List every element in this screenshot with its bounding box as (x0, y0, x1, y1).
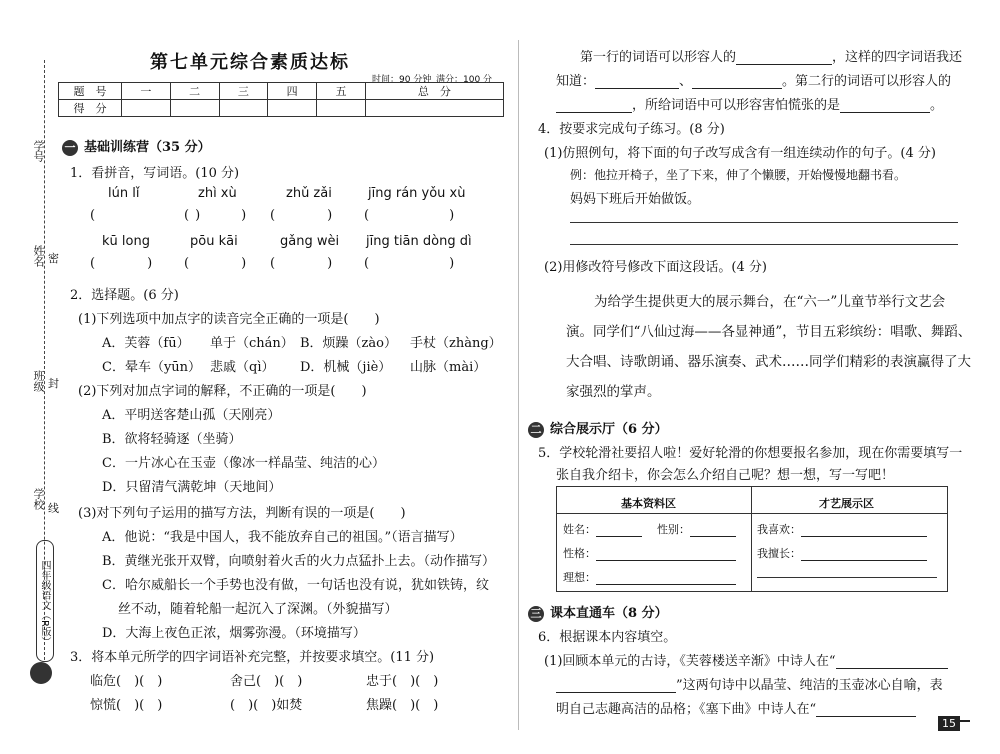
blank-line[interactable] (836, 654, 948, 669)
ideal-field[interactable] (596, 570, 736, 585)
q4-2: (2)用修改符号修改下面这段话。(4 分) (544, 260, 767, 275)
like-field[interactable] (801, 522, 927, 537)
q2-stem: 2．选择题。(6 分) (70, 288, 179, 303)
q4-example: 例：他拉开椅子，坐了下来，伸了个懒腰，开始慢慢地翻书看。 (570, 168, 907, 182)
pinyin: pōu kāi (190, 234, 238, 249)
blank-line[interactable] (556, 98, 632, 113)
option: 单于（chán） (210, 336, 294, 351)
score-table (58, 82, 504, 117)
answer-paren[interactable]: ( ) (364, 208, 455, 223)
option: 丝不动，随着轮船一起沉入了深渊。（外貌描写） (118, 602, 398, 617)
q2-3-stem: (3)对下列句子运用的描写方法，判断有误的一项是( ) (78, 506, 406, 521)
q3-text: 知道： 、 。第二行的词语可以形容人的 (556, 74, 952, 89)
answer-line[interactable] (570, 222, 958, 223)
option: A．平明送客楚山孤（天刚亮） (102, 408, 281, 423)
q5-stem: 5．学校轮滑社要招人啦！爱好轮滑的你想要报名参加，现在你需要填写一 (538, 446, 963, 461)
page-number: 15 (938, 716, 960, 731)
side-dash-mi: 密 (48, 252, 59, 265)
score-head: 一 (122, 83, 171, 100)
answer-paren[interactable]: ( ) (90, 208, 201, 223)
score-cell[interactable] (268, 100, 317, 117)
idiom-blank[interactable]: ( )( )如焚 (230, 698, 303, 713)
score-cell[interactable] (122, 100, 171, 117)
para-line: 为给学生提供更大的展示舞台，在“六一”儿童节举行文艺会 (594, 294, 946, 310)
option: A．他说：“我是中国人，我不能放弃自己的祖国。”（语言描写） (102, 530, 463, 545)
section-1-title: 基础训练营（35 分） (84, 140, 211, 155)
gender-field[interactable] (690, 522, 736, 537)
side-label-class: 班级 (32, 370, 45, 392)
score-head: 二 (170, 83, 219, 100)
option: D．大海上夜色正浓，烟雾弥漫。（环境描写） (102, 626, 366, 641)
q4-given: 妈妈下班后开始做饭。 (570, 192, 701, 207)
q6-1: 明自己志趣高洁的品格；《塞下曲》中诗人在“ (556, 698, 916, 717)
option: C．晕车（yūn） (102, 360, 202, 375)
name-field[interactable] (596, 522, 642, 537)
pinyin: gǎng wèi (280, 234, 340, 249)
brand-label: 四年级语文（R版） (39, 560, 50, 647)
good-field[interactable] (801, 546, 927, 561)
q6-1: (1)回顾本单元的古诗，《芙蓉楼送辛渐》中诗人在“ (544, 650, 948, 669)
option: B．黄继光张开双臂，向喷射着火舌的火力点猛扑上去。（动作描写） (102, 554, 496, 569)
pinyin: lún lǐ (108, 186, 140, 201)
option: C．哈尔威船长一个手势也没有做，一句话也没有说，犹如铁铸，纹 (102, 578, 489, 593)
box-right-title: 才艺展示区 (819, 497, 874, 510)
blank-line[interactable] (556, 678, 676, 693)
option: D．只留清气满乾坤（天地间） (102, 480, 282, 495)
section-2-header: 二 综合展示厅（6 分） (528, 418, 668, 438)
pinyin: jīng rán yǒu xù (368, 186, 466, 201)
score-cell[interactable] (317, 100, 366, 117)
section-3-header: 三 课本直通车（8 分） (528, 602, 668, 622)
section-1-header (62, 136, 211, 156)
answer-line[interactable] (570, 244, 958, 245)
score-cell[interactable] (365, 100, 503, 117)
q4-stem: 4．按要求完成句子练习。(8 分) (538, 122, 725, 137)
character-field[interactable] (596, 546, 736, 561)
score-head: 三 (219, 83, 268, 100)
section-1-number: 一 (62, 140, 78, 156)
full-score-label: 满分：100 分 (436, 75, 493, 85)
pinyin: kū long (102, 234, 150, 249)
pinyin: jīng tiān dòng dì (366, 234, 472, 249)
intro-card: 基本资料区 才艺展示区 姓名： 性别： 性格： 理想： 我喜欢： 我擅长： (556, 486, 948, 592)
option: C．一片冰心在玉壶（像冰一样晶莹、纯洁的心） (102, 456, 385, 471)
side-label-school: 学校 (32, 488, 45, 510)
idiom-blank[interactable]: 忠于( )( ) (366, 674, 439, 689)
pinyin: zhǔ zǎi (286, 186, 332, 201)
answer-paren[interactable]: ( ) (364, 256, 455, 271)
idiom-blank[interactable]: 舍己( )( ) (230, 674, 303, 689)
idiom-blank[interactable]: 惊慌( )( ) (90, 698, 163, 713)
score-head: 题 号 (59, 83, 122, 100)
box-left-title: 基本资料区 (621, 497, 676, 510)
blank-line[interactable] (736, 50, 832, 65)
para-line: 演。同学们“八仙过海——各显神通”，节目五彩缤纷：唱歌、舞蹈、 (566, 324, 972, 340)
option: B．欲将轻骑逐（坐骑） (102, 432, 242, 447)
blank-line[interactable] (692, 74, 782, 89)
logo-icon (30, 662, 52, 684)
option: D．机械（jiè） (300, 360, 392, 375)
score-cell[interactable] (219, 100, 268, 117)
option: 山脉（mài） (410, 360, 487, 375)
side-dash-feng: 封 (48, 377, 59, 390)
answer-paren[interactable]: ( ) (184, 256, 247, 271)
q3-text: ，所给词语中可以形容害怕慌张的是 。 (556, 94, 943, 113)
answer-paren[interactable]: ( ) (270, 256, 333, 271)
score-row-label: 得 分 (59, 100, 122, 117)
score-cell[interactable] (170, 100, 219, 117)
q3-text: 第一行的词语可以形容人的 ，这样的四字词语我还 (580, 50, 963, 65)
time-label: 时间：90 分钟 (372, 75, 432, 85)
pinyin: zhì xù (198, 186, 237, 201)
q2-1-stem: (1)下列选项中加点字的读音完全正确的一项是( ) (78, 312, 380, 327)
para-line: 家强烈的掌声。 (566, 384, 661, 400)
side-label-name: 姓名 (32, 245, 45, 267)
answer-paren[interactable]: ( ) (270, 208, 333, 223)
idiom-blank[interactable]: 临危( )( ) (90, 674, 163, 689)
q2-2-stem: (2)下列对加点字词的解释，不正确的一项是( ) (78, 384, 367, 399)
q5-stem: 张自我介绍卡，你会怎么介绍自己呢？想一想，写一写吧！ (556, 468, 895, 483)
para-line: 大合唱、诗歌朗诵、器乐演奏、武术……同学们精彩的表演赢得了大 (566, 354, 971, 370)
answer-paren[interactable]: ( ) (90, 256, 153, 271)
score-head: 四 (268, 83, 317, 100)
blank-line[interactable] (840, 98, 930, 113)
column-divider (518, 40, 519, 730)
q1-stem: 1．看拼音，写词语。(10 分) (70, 166, 240, 181)
idiom-blank[interactable]: 焦躁( )( ) (366, 698, 439, 713)
answer-paren[interactable]: ( ) (184, 208, 247, 223)
q3-stem: 3．将本单元所学的四字词语补充完整，并按要求填空。(11 分) (70, 650, 435, 665)
q6-1: ”这两句诗中以晶莹、纯洁的玉壶冰心自喻，表 (556, 674, 943, 693)
blank-line[interactable] (595, 74, 679, 89)
option: A．芙蓉（fū） (102, 336, 190, 351)
score-head: 总 分 (365, 83, 503, 100)
q4-1: (1)仿照例句，将下面的句子改写成含有一组连续动作的句子。(4 分) (544, 146, 936, 161)
option: 手杖（zhàng） (410, 336, 502, 351)
score-head: 五 (317, 83, 366, 100)
side-dash-xian: 线 (48, 502, 59, 515)
blank-line[interactable] (816, 702, 916, 717)
option: B．烦躁（zào） (300, 336, 397, 351)
q6-stem: 6．根据课本内容填空。 (538, 630, 677, 645)
side-label-id: 学号 (32, 140, 45, 162)
option: 悲戚（qì） (210, 360, 275, 375)
page-title: 第七单元综合素质达标 (150, 52, 350, 73)
